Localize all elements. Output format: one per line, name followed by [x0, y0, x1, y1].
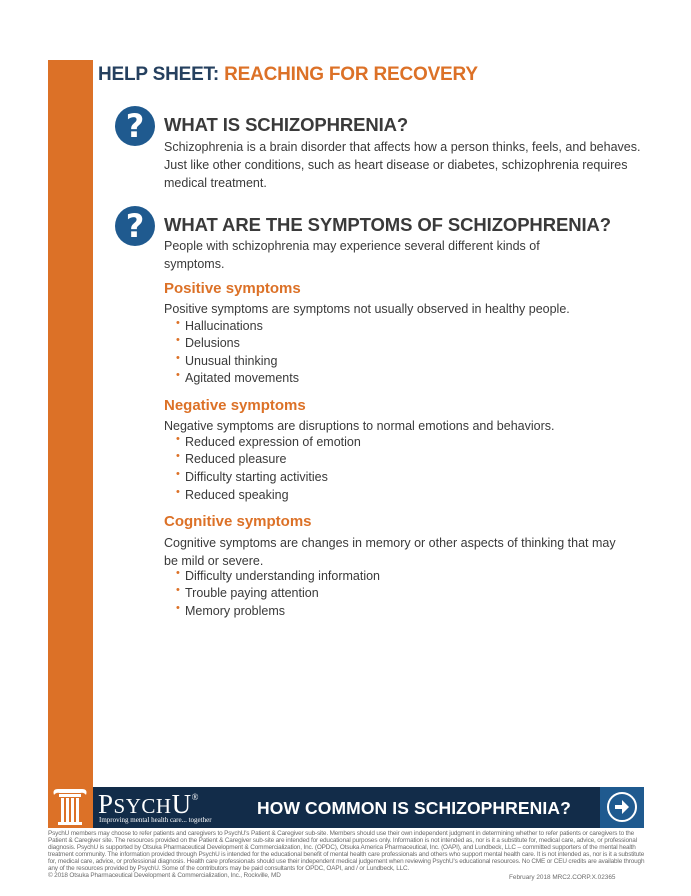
list-item	[176, 451, 361, 468]
negative-symptoms-list	[176, 434, 361, 505]
list-item	[176, 434, 361, 451]
list-item-text: Memory problems	[185, 603, 286, 618]
column-logo-icon	[50, 785, 90, 827]
footer-disclaimer	[48, 830, 648, 879]
bullet-icon: •	[176, 317, 180, 329]
list-item-text: Reduced pleasure	[185, 452, 287, 467]
bullet-icon: •	[176, 567, 180, 579]
arrow-right-circle-icon	[607, 792, 637, 822]
bullet-icon: •	[176, 369, 180, 382]
brand-letters: SYCH	[113, 794, 172, 818]
cognitive-symptoms-heading: Cognitive symptoms	[164, 513, 312, 530]
page-title	[98, 64, 478, 86]
title-prefix: HELP SHEET:	[98, 64, 219, 85]
orange-side-bar	[48, 60, 93, 828]
list-item-text: Hallucinations	[185, 319, 263, 333]
positive-symptoms-heading: Positive symptoms	[164, 280, 301, 297]
brand-letter: P	[98, 789, 114, 819]
cognitive-symptoms-list	[176, 568, 380, 620]
section-body: Schizophrenia is a brain disorder that affects how a person thinks, feels, and behaves. Just like other conditions, such as heart disease or diabetes, schizophrenia requires medical treatment.	[164, 140, 641, 190]
document-code: February 2018 MRC2.CORP.X.02365	[509, 874, 616, 881]
list-item-text: Unusual thinking	[185, 353, 278, 368]
positive-symptoms-list	[176, 318, 299, 388]
how-common-link[interactable]: HOW COMMON IS SCHIZOPHRENIA?	[257, 798, 571, 818]
list-item	[176, 568, 380, 585]
list-item-text: Reduced expression of emotion	[185, 435, 361, 449]
registered-mark: ®	[191, 792, 199, 802]
title-main: REACHING FOR RECOVERY	[224, 64, 478, 85]
section-title: WHAT IS SCHIZOPHRENIA?	[164, 114, 409, 135]
bullet-icon: •	[176, 467, 180, 480]
list-item	[176, 585, 380, 602]
list-item-text: Agitated movements	[185, 371, 299, 386]
list-item-text: Difficulty starting activities	[185, 469, 328, 484]
bullet-icon: •	[176, 433, 180, 445]
disclaimer-text: PsychU members may choose to refer patients and caregivers to PsychU's Patient & Caregiver sub-site. Members should use their own independent judgment in determining whether to refer patients or caregivers to the Patient & Caregiver site. The resources provided on the Patient & Caregiver sub-site are intended for educational purposes only. Information is not intended as, nor is it a substitute for, medical care, advice, or professional diagnosis. PsychU is supported by Otsuka Pharmaceutical Development & Commercialization, Inc. (OPDC), Otsuka America Pharmaceutical, Inc. (OAPI), and Lundbeck, LLC – committed supporters of the mental health treatment community. The information provided through PsychU is intended for the educational benefit of mental health care professionals and others who support mental health care. It is not intended as, nor is it a substitute for, medical care, advice, or professional diagnosis. Health care professionals should use their independent medical judgement when reviewing PsychU's educational resources. No CME or CEU credits are available through any of the resources provided by PsychU. Some of the contributors may be paid consultants for OPDC, OAPI, and / or Lundbeck, LLC.	[48, 830, 645, 872]
positive-symptoms-description: Positive symptoms are symptoms not usually observed in healthy people.	[164, 302, 570, 316]
section-title: WHAT ARE THE SYMPTOMS OF SCHIZOPHRENIA?	[164, 214, 611, 235]
brand-letter: U	[171, 789, 192, 819]
bullet-icon: •	[176, 334, 180, 347]
list-item	[176, 469, 361, 486]
list-item-text: Trouble paying attention	[185, 586, 319, 601]
list-item	[176, 487, 361, 504]
bullet-icon: •	[176, 351, 180, 364]
next-button[interactable]	[600, 787, 644, 828]
list-item	[176, 370, 299, 387]
negative-symptoms-description: Negative symptoms are disruptions to normal emotions and behaviors.	[164, 419, 555, 433]
bullet-icon: •	[176, 601, 180, 614]
negative-symptoms-heading: Negative symptoms	[164, 397, 306, 414]
brand-tagline: Improving mental health care... together	[99, 816, 212, 824]
list-item-text: Reduced speaking	[185, 488, 289, 503]
bullet-icon: •	[176, 450, 180, 463]
list-item	[176, 353, 299, 370]
list-item-text: Difficulty understanding information	[185, 569, 381, 583]
list-item	[176, 335, 299, 352]
next-page-banner[interactable]	[93, 787, 644, 828]
bullet-icon: •	[176, 584, 180, 597]
copyright-text: © 2018 Otsuka Pharmaceutical Development & Commercialization, Inc., Rockville, MD	[48, 872, 281, 879]
bullet-icon: •	[176, 486, 180, 499]
question-circle-icon: ?	[115, 106, 155, 146]
cognitive-symptoms-description: Cognitive symptoms are changes in memory or other aspects of thinking that may be mild or severe.	[164, 536, 616, 568]
list-item	[176, 603, 380, 620]
question-circle-icon: ?	[115, 206, 155, 246]
section-body: People with schizophrenia may experience several different kinds of symptoms.	[164, 239, 540, 271]
list-item	[176, 318, 299, 335]
list-item-text: Delusions	[185, 336, 240, 351]
